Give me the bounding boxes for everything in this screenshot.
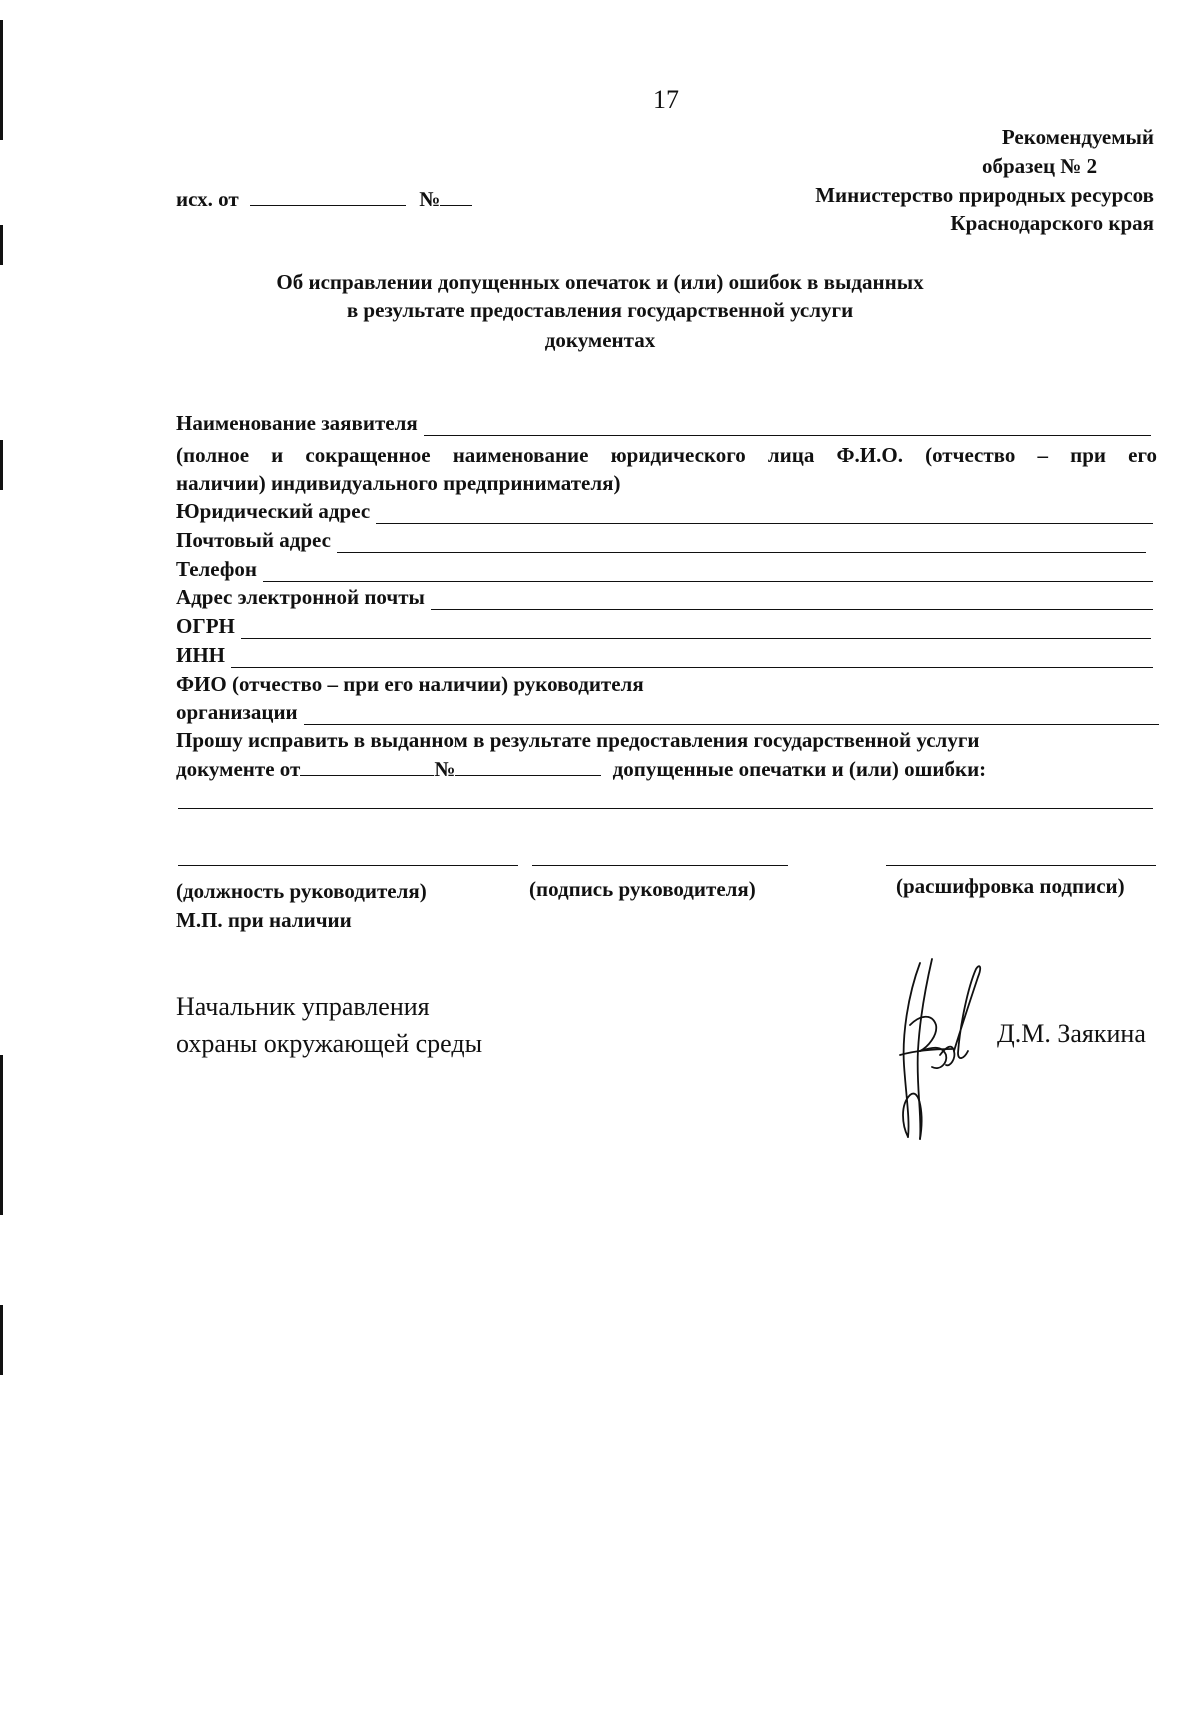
official-title-line1: Начальник управления <box>176 992 430 1021</box>
request-line2 <box>176 756 986 782</box>
scan-edge-mark <box>0 1055 3 1215</box>
postal-address-blank <box>337 534 1146 553</box>
legal-address-blank <box>376 505 1153 524</box>
outgoing-prefix: исх. от <box>176 187 239 211</box>
title-line3: документах <box>544 328 656 352</box>
email-blank <box>431 591 1153 610</box>
inn-row <box>176 642 1153 668</box>
request-doc-number-blank <box>455 757 601 776</box>
phone-label: Телефон <box>176 557 258 581</box>
head-fio-label: организации <box>176 700 298 724</box>
applicant-name-blank <box>424 417 1151 436</box>
ogrn-blank <box>241 620 1151 639</box>
inn-label: ИНН <box>176 643 226 667</box>
postal-address-label: Почтовый адрес <box>176 528 331 552</box>
title-line2: в результате предоставления государственной услуги <box>346 298 854 322</box>
applicant-hint-text: (полное и сокращенное наименование юридического лица Ф.И.О. (отчество – при его <box>176 443 1157 467</box>
scan-edge-mark <box>0 225 3 265</box>
ogrn-row <box>176 613 1151 639</box>
postal-address-row <box>176 527 1146 553</box>
official-name: Д.М. Заякина <box>997 1019 1146 1048</box>
email-row <box>176 584 1153 610</box>
errors-blank-line <box>178 808 1153 809</box>
legal-address-row <box>176 498 1153 524</box>
legal-address-label: Юридический адрес <box>176 499 371 523</box>
ministry-line1: Министерство природных ресурсов <box>815 183 1154 207</box>
phone-blank <box>263 563 1153 582</box>
signature-line <box>532 865 788 866</box>
seal-note: М.П. при наличии <box>176 908 352 932</box>
head-fio-blank <box>304 706 1159 725</box>
scan-edge-mark <box>0 440 3 490</box>
outgoing-ref <box>176 186 472 212</box>
position-signature-line <box>178 865 518 866</box>
request-doc-date-blank <box>300 757 434 776</box>
applicant-hint-line2: наличии) индивидуального предпринимателя) <box>176 471 621 495</box>
outgoing-number-blank <box>440 187 472 206</box>
request-doc-prefix: документе от <box>176 757 301 781</box>
inn-blank <box>231 649 1153 668</box>
head-fio-row <box>176 699 1159 725</box>
position-caption: (должность руководителя) <box>176 879 427 903</box>
signature-caption: (подпись руководителя) <box>529 877 756 901</box>
email-label: Адрес электронной почты <box>176 585 425 609</box>
title-line1: Об исправлении допущенных опечаток и (или) ошибок в выданных <box>276 270 924 294</box>
sample-label: образец № 2 <box>982 154 1098 178</box>
head-fio-line1: ФИО (отчество – при его наличии) руководителя <box>176 672 644 696</box>
handwritten-signature <box>880 955 1000 1145</box>
request-line1: Прошу исправить в выданном в результате предоставления государственной услуги <box>176 728 980 752</box>
request-doc-number-sign: № <box>434 757 456 781</box>
applicant-name-label: Наименование заявителя <box>176 411 418 435</box>
ogrn-label: ОГРН <box>176 614 235 638</box>
request-doc-suffix: допущенные опечатки и (или) ошибки: <box>612 757 987 781</box>
official-title-line2: охраны окружающей среды <box>176 1029 483 1058</box>
decoding-caption: (расшифровка подписи) <box>896 874 1125 898</box>
outgoing-date-blank <box>250 187 406 206</box>
scan-edge-mark <box>0 20 3 140</box>
scan-edge-mark <box>0 1305 3 1375</box>
ministry-line2: Краснодарского края <box>950 211 1154 235</box>
applicant-hint-line1 <box>176 442 1157 468</box>
applicant-name-row <box>176 410 1151 436</box>
phone-row <box>176 556 1153 582</box>
page-number: 17 <box>653 85 679 114</box>
decoding-signature-line <box>886 865 1156 866</box>
recommended-label: Рекомендуемый <box>1001 125 1154 149</box>
outgoing-number-sign: № <box>419 187 441 211</box>
